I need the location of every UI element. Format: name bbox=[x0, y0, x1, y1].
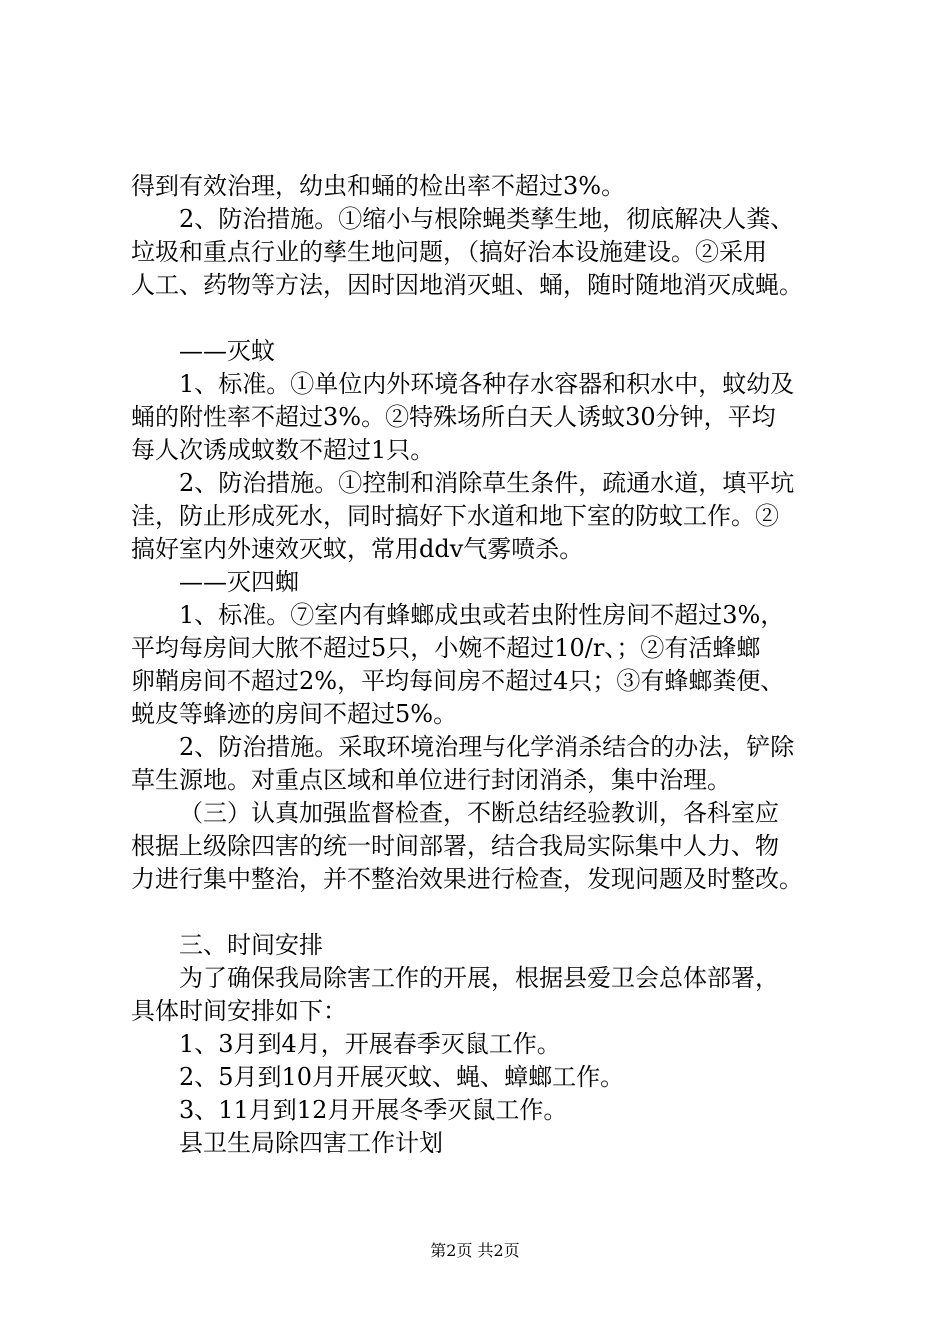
text-line: 人工、药物等方法，因时因地消灭蛆、蛹，随时随地消灭成蝇。 bbox=[131, 271, 803, 299]
blank-line bbox=[131, 896, 851, 929]
text-line: 2、防治措施。采取环境治理与化学消杀结合的办法，铲除 bbox=[179, 733, 795, 761]
text-line: 洼，防止形成死水，同时搞好下水道和地下室的防蚊工作。② bbox=[131, 502, 779, 530]
text-line: 根据上级除四害的统一时间部署，结合我局实际集中人力、物 bbox=[131, 832, 779, 860]
text-line: 得到有效治理，幼虫和蛹的检出率不超过3%。 bbox=[131, 172, 626, 200]
page-footer: 第2页 共2页 bbox=[430, 1241, 520, 1260]
list-item: 2、5月到10月开展灭蚊、蝇、蟑螂工作。 bbox=[179, 1063, 625, 1091]
text-line: 力进行集中整治，并不整治效果进行检查，发现问题及时整改。 bbox=[131, 865, 803, 893]
text-line: 垃圾和重点行业的孳生地问题，（搞好治本设施建设。②采用 bbox=[131, 238, 767, 266]
text-line: 蜕皮等蜂迹的房间不超过5%。 bbox=[131, 700, 458, 728]
text-line: 2、防治措施。①控制和消除草生条件，疏通水道，填平坑 bbox=[179, 469, 795, 497]
document-title-line: 县卫生局除四害工作计划 bbox=[179, 1129, 443, 1157]
list-item: 1、3月到4月，开展春季灭鼠工作。 bbox=[179, 1030, 561, 1058]
text-line: 1、标准。①单位内外环境各种存水容器和积水中，蚊幼及 bbox=[179, 370, 795, 398]
list-item: 3、11月到12月开展冬季灭鼠工作。 bbox=[179, 1096, 568, 1124]
text-line: （三）认真加强监督检查，不断总结经验教训，各科室应 bbox=[179, 799, 779, 827]
text-line: 为了确保我局除害工作的开展，根据县爱卫会总体部署， bbox=[179, 964, 779, 992]
text-line: 搞好室内外速效灭蚊，常用ddv气雾喷杀。 bbox=[131, 535, 584, 563]
section-heading: 三、时间安排 bbox=[179, 931, 323, 959]
document-body bbox=[131, 170, 851, 1160]
text-line: 蛹的附性率不超过3%。②特殊场所白天人诱蚊30分钟，平均 bbox=[131, 403, 776, 431]
text-line: 草生源地。对重点区域和单位进行封闭消杀，集中治理。 bbox=[131, 766, 731, 794]
section-heading: ——灭蚊 bbox=[179, 337, 275, 365]
text-line: 具体时间安排如下： bbox=[131, 997, 347, 1025]
text-line: 平均每房间大脓不超过5只，小婉不超过10/r、；②有活蜂螂 bbox=[131, 634, 761, 662]
text-line: 每人次诱成蚊数不超过1只。 bbox=[131, 436, 435, 464]
text-line: 1、标准。⑦室内有蜂螂成虫或若虫附性房间不超过3%， bbox=[179, 601, 785, 629]
blank-line bbox=[131, 302, 851, 335]
text-line: 卵鞘房间不超过2%，平均每间房不超过4只；③有蜂螂粪便、 bbox=[131, 667, 785, 695]
section-heading: ——灭四蜘 bbox=[179, 568, 299, 596]
text-line: 2、防治措施。①缩小与根除蝇类孳生地，彻底解决人粪、 bbox=[179, 205, 795, 233]
